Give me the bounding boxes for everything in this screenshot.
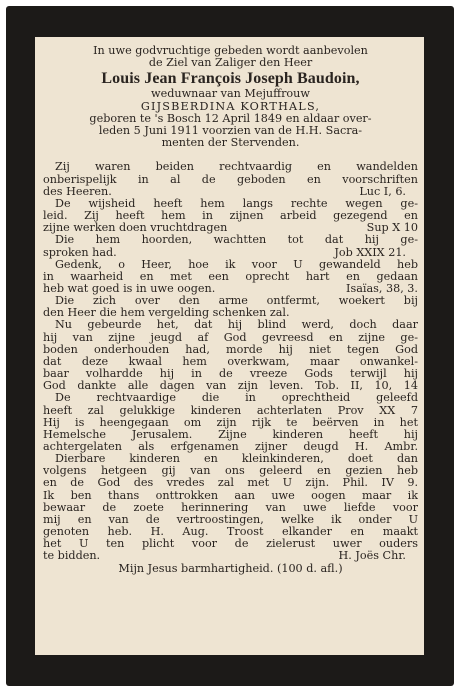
text-line [43,186,418,198]
closing-prayer: Mijn Jesus barmhartigheid. (100 d. afl.) [118,562,343,575]
text-line: leid. Zij heeft hem in zijnen arbeid gezegend en [43,210,418,223]
text-line: dat deze kwaal hem overkwam, maar onwankel- [43,355,418,368]
text-fragment: zijne werken doen vruchtdragen [43,221,228,235]
text-line: Hij is heengegaan om zijn rijk te beërven in het [43,416,418,429]
scripture-reference: Sup X 10 [366,221,418,235]
text-line: onberispelijk in al de geboden en voorschriften [43,173,418,186]
text-line: achtergelaten als erfgenamen zijner deugd H. Ambr. [43,441,418,454]
dedication-line: In uwe godvruchtige gebeden wordt aanbevolen [93,44,368,57]
text-line: heeft zal gelukkige kinderen achterlaten Prov XX 7 [43,404,418,417]
text-line [43,283,418,295]
deceased-name: Louis Jean François Joseph Baudoin, [101,70,360,88]
text-line: God dankte alle dagen van zijn leven. Tob. II, 10, 14 [43,380,418,393]
text-line: volgens hetgeen gij van ons geleerd en gezien heb [43,465,418,478]
text-line [43,222,418,234]
widower-line: weduwnaar van Mejuffrouw [151,87,310,101]
mourning-card [6,6,454,686]
text-line: De wijsheid heeft hem langs rechte wegen ge- [55,197,418,210]
text-line: Die zich over den arme ontfermt, woekert bij [55,295,418,308]
text-fragment: heb wat goed is in uwe oogen. [43,281,216,295]
prayer-text [43,161,418,574]
text-line: boden onderhouden had, morde hij niet tegen God [43,343,418,356]
text-line: Dierbare kinderen en kleinkinderen, doet dan [55,453,418,466]
text-fragment: des Heeren. [43,184,112,198]
text-line: bewaar de zoete herinnering van uwe liefde voor [43,501,418,514]
text-line: Zij waren beiden rechtvaardig en wandelden [55,161,418,174]
scripture-reference: Isaïas, 38, 3. [346,281,418,295]
text-line: genoten heb. H. Aug. Troost elkander en maakt [43,526,418,539]
text-line: baar volhardde hij in de vreeze Gods terwijl hij [43,368,418,381]
birth-death-line: leden 5 Juni 1911 voorzien van de H.H. Sacra- [98,124,363,138]
text-line: Gedenk, o Heer, hoe ik voor U gewandeld heb [55,258,418,271]
text-line: Die hem hoorden, wachtten tot dat hij ge- [55,234,418,247]
dedication-line: de Ziel van Zaliger den Heer [148,56,313,70]
card-paper [35,37,424,655]
birth-death-line: geboren te 's Bosch 12 April 1849 en aldaar over- [89,111,372,125]
text-line: en de God des vredes zal met U zijn. Phil. IV 9. [43,477,418,490]
wife-name: GIJSBERDINA KORTHALS, [140,99,321,113]
text-fragment: sproken had. [43,245,117,259]
text-line: mij en van de vertroostingen, welke ik onder U [43,513,418,526]
text-line: het U ten plicht voor de zielerust uwer ouders [43,538,418,551]
text-line: hij van zijne jeugd af God gevreesd en zijne ge- [43,331,418,344]
text-line: Ik ben thans onttrokken aan uwe oogen maar ik [43,489,418,502]
text-line [43,550,418,562]
text-fragment: te bidden. [43,549,101,563]
scripture-reference: H. Joës Chr. [338,549,406,563]
scripture-reference: Job XXIX 21. [334,245,406,259]
text-line: Nu gebeurde het, dat hij blind werd, doch daar [55,319,418,332]
text-line: den Heer die hem vergelding schenken zal. [43,307,290,320]
scripture-reference: Luc I, 6. [359,184,406,198]
text-line [43,247,418,259]
text-line: in waarheid en met een oprecht hart en gedaan [43,270,418,283]
birth-death-line: menten der Stervenden. [161,136,300,150]
text-line: Hemelsche Jerusalem. Zijne kinderen heeft hij [43,428,418,441]
text-line: De rechtvaardige die in oprechtheid geleefd [55,392,418,405]
